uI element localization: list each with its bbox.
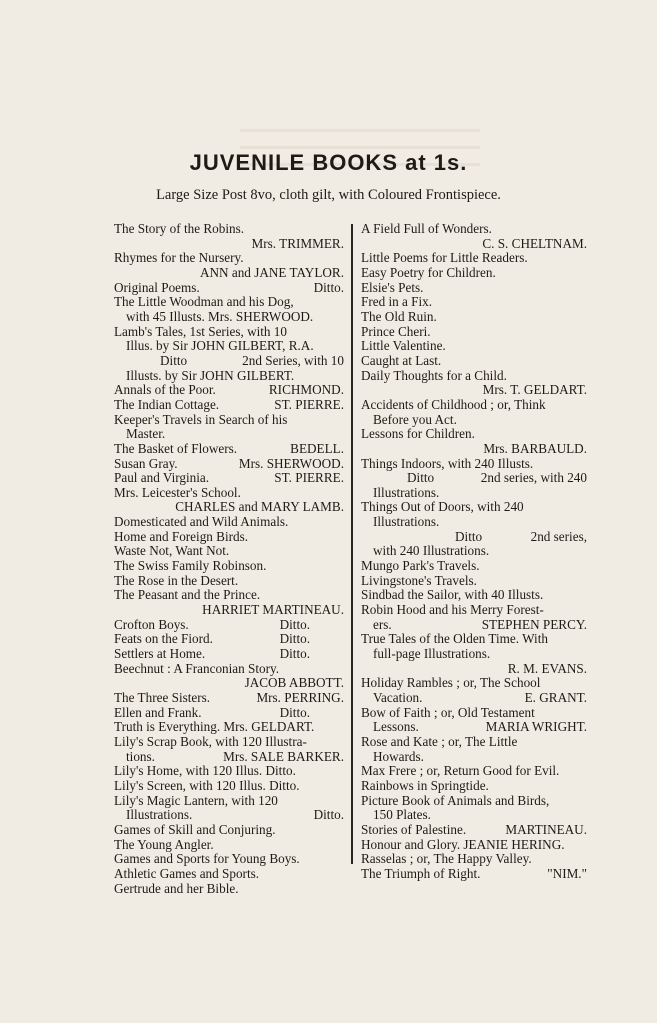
line-title: The Three Sisters.: [114, 690, 211, 705]
catalogue-line: 150 Plates.: [373, 807, 431, 823]
line-title: Ditto: [407, 470, 435, 486]
page-subtitle: Large Size Post 8vo, cloth gilt, with Coloured Frontispiece.: [156, 187, 501, 203]
catalogue-line: Rainbows in Springtide.: [361, 777, 489, 793]
catalogue-line: Before you Act.: [373, 411, 457, 427]
catalogue-line: The Swiss Family Robinson.: [114, 558, 267, 574]
catalogue-line: [114, 281, 344, 296]
right-column: [361, 222, 587, 882]
catalogue-line: The Old Ruin.: [361, 308, 437, 324]
catalogue-line: Howards.: [373, 748, 424, 764]
catalogue-line: with 45 Illusts. Mrs. SHERWOOD.: [126, 308, 314, 324]
line-author: Ditto.: [313, 807, 344, 823]
catalogue-line: Truth is Everything. Mrs. GELDART.: [114, 719, 315, 735]
catalogue-line: The Peasant and the Prince.: [114, 587, 261, 603]
line-author: "NIM.": [547, 865, 587, 881]
catalogue-line: Mrs. TRIMMER.: [251, 235, 344, 251]
line-title: Ditto: [455, 528, 483, 544]
line-title: The Basket of Flowers.: [114, 440, 238, 456]
catalogue-line: [114, 354, 344, 369]
catalogue-line: The Story of the Robins.: [114, 221, 245, 236]
line-author: 2nd series, with 240: [480, 470, 587, 486]
catalogue-line: Little Poems for Little Readers.: [361, 250, 528, 266]
catalogue-line: Illus. by Sir JOHN GILBERT, R.A.: [126, 338, 314, 354]
line-title: Crofton Boys.: [114, 616, 189, 632]
catalogue-line: [114, 471, 344, 486]
catalogue-line: Lily's Magic Lantern, with 120: [114, 792, 278, 808]
catalogue-line: [114, 706, 344, 721]
catalogue-line: Honour and Glory. JEANIE HERING.: [361, 836, 565, 852]
line-author: Mrs. SALE BARKER.: [223, 748, 344, 764]
catalogue-line: [114, 398, 344, 413]
line-author: STEPHEN PERCY.: [481, 616, 587, 632]
catalogue-line: Lessons for Children.: [361, 426, 475, 442]
line-title: Annals of the Poor.: [114, 382, 216, 398]
catalogue-line: Sindbad the Sailor, with 40 Illusts.: [361, 587, 544, 603]
line-author: BEDELL.: [290, 440, 344, 456]
catalogue-line: [361, 823, 587, 838]
catalogue-line: [361, 691, 587, 706]
catalogue-line: Lamb's Tales, 1st Series, with 10: [114, 323, 287, 339]
catalogue-line: Mrs. T. GELDART.: [482, 382, 587, 398]
line-title: The Triumph of Right.: [361, 865, 481, 881]
catalogue-line: The Rose in the Desert.: [114, 572, 239, 588]
catalogue-line: HARRIET MARTINEAU.: [202, 602, 344, 618]
catalogue-line: full-page Illustrations.: [373, 646, 491, 662]
line-title: Illustrations.: [126, 807, 193, 823]
line-title: Ellen and Frank.: [114, 704, 202, 720]
catalogue-line: [361, 867, 587, 882]
catalogue-line: Elsie's Pets.: [361, 279, 424, 295]
catalogue-line: Lily's Scrap Book, with 120 Illustra-: [114, 733, 307, 749]
catalogue-line: Things Indoors, with 240 Illusts.: [361, 455, 534, 471]
catalogue-line: Robin Hood and his Merry Forest-: [361, 602, 544, 618]
catalogue-line: Mungo Park's Travels.: [361, 558, 480, 574]
line-title: The Indian Cottage.: [114, 396, 220, 412]
catalogue-line: Little Valentine.: [361, 338, 446, 354]
line-author: ST. PIERRE.: [274, 396, 344, 412]
line-title: Lessons.: [373, 719, 419, 735]
line-author: E. GRANT.: [524, 690, 587, 705]
catalogue-line: Games of Skill and Conjuring.: [114, 821, 276, 837]
catalogue-line: Prince Cheri.: [361, 323, 431, 339]
line-title: Original Poems.: [114, 279, 200, 295]
line-author: Mrs. PERRING.: [256, 690, 344, 705]
catalogue-line: The Young Angler.: [114, 836, 214, 852]
catalogue-line: Fred in a Fix.: [361, 294, 433, 310]
catalogue-line: Picture Book of Animals and Birds,: [361, 792, 550, 808]
catalogue-line: ANN and JANE TAYLOR.: [199, 264, 344, 280]
catalogue-line: [361, 530, 587, 545]
catalogue-line: Caught at Last.: [361, 352, 442, 368]
catalogue-line: Max Frere ; or, Return Good for Evil.: [361, 763, 560, 779]
catalogue-line: [114, 647, 344, 662]
line-title: Paul and Virginia.: [114, 470, 210, 486]
catalogue-line: Gertrude and her Bible.: [114, 880, 239, 896]
catalogue-line: Mrs. Leicester's School.: [114, 484, 241, 500]
catalogue-line: [114, 632, 344, 647]
catalogue-line: Illusts. by Sir JOHN GILBERT.: [126, 367, 295, 383]
catalogue-line: Domesticated and Wild Animals.: [114, 514, 289, 530]
catalogue-line: Illustrations.: [373, 514, 440, 530]
catalogue-line: Illustrations.: [373, 484, 440, 500]
catalogue-line: Home and Foreign Birds.: [114, 528, 249, 544]
column-divider: [351, 224, 353, 864]
catalogue-line: Waste Not, Want Not.: [114, 543, 230, 559]
catalogue-line: The Little Woodman and his Dog,: [114, 294, 294, 310]
catalogue-line: [114, 442, 344, 457]
catalogue-line: [361, 618, 587, 633]
catalogue-line: with 240 Illustrations.: [373, 543, 490, 559]
catalogue-line: Lily's Screen, with 120 Illus. Ditto.: [114, 777, 300, 793]
catalogue-line: JACOB ABBOTT.: [244, 675, 344, 691]
catalogue-line: Games and Sports for Young Boys.: [114, 851, 300, 867]
catalogue-line: Rhymes for the Nursery.: [114, 250, 244, 266]
line-author: MARIA WRIGHT.: [485, 719, 587, 735]
line-title: tions.: [126, 748, 155, 764]
catalogue-line: Mrs. BARBAULD.: [483, 440, 587, 456]
catalogue-line: Accidents of Childhood ; or, Think: [361, 396, 546, 412]
catalogue-line: [114, 691, 344, 706]
catalogue-line: Bow of Faith ; or, Old Testament: [361, 704, 535, 720]
catalogue-line: [114, 457, 344, 472]
catalogue-line: Holiday Rambles ; or, The School: [361, 675, 541, 691]
line-title: Ditto: [160, 352, 188, 368]
line-title: Feats on the Fiord.: [114, 631, 213, 647]
catalogue-line: [114, 618, 344, 633]
line-title: Settlers at Home.: [114, 646, 206, 662]
line-title: Stories of Palestine.: [361, 821, 467, 837]
catalogue-line: Keeper's Travels in Search of his: [114, 411, 288, 427]
line-title: Susan Gray.: [114, 455, 178, 471]
catalogue-line: Things Out of Doors, with 240: [361, 499, 524, 515]
line-title: ers.: [373, 616, 392, 632]
line-author: Ditto.: [313, 279, 344, 295]
left-column: [114, 222, 344, 896]
catalogue-line: [114, 750, 344, 765]
catalogue-line: Rasselas ; or, The Happy Valley.: [361, 851, 532, 867]
line-title: Vacation.: [373, 690, 423, 705]
line-author: 2nd Series, with 10: [242, 352, 344, 368]
catalogue-line: CHARLES and MARY LAMB.: [175, 499, 344, 515]
line-author: Ditto.: [279, 631, 310, 647]
catalogue-line: [114, 383, 344, 398]
line-author: Ditto.: [279, 704, 310, 720]
catalogue-line: Beechnut : A Franconian Story.: [114, 660, 280, 676]
catalogue-line: Master.: [126, 426, 166, 442]
line-author: Ditto.: [279, 646, 310, 662]
line-author: Ditto.: [279, 616, 310, 632]
catalogue-line: [361, 720, 587, 735]
page-title: JUVENILE BOOKS at 1s.: [189, 150, 468, 175]
line-author: RICHMOND.: [268, 382, 344, 398]
line-author: 2nd series,: [530, 528, 587, 544]
catalogue-line: [361, 471, 587, 486]
catalogue-line: Athletic Games and Sports.: [114, 865, 260, 881]
catalogue-line: Rose and Kate ; or, The Little: [361, 733, 518, 749]
catalogue-line: Livingstone's Travels.: [361, 572, 477, 588]
catalogue-line: Daily Thoughts for a Child.: [361, 367, 507, 383]
catalogue-line: Lily's Home, with 120 Illus. Ditto.: [114, 763, 296, 779]
catalogue-line: [114, 808, 344, 823]
catalogue-line: True Tales of the Olden Time. With: [361, 631, 548, 647]
catalogue-line: A Field Full of Wonders.: [361, 221, 492, 236]
catalogue-line: Easy Poetry for Children.: [361, 264, 496, 280]
line-author: Mrs. SHERWOOD.: [238, 455, 344, 471]
line-author: ST. PIERRE.: [274, 470, 344, 486]
line-author: MARTINEAU.: [505, 821, 587, 837]
catalogue-line: R. M. EVANS.: [507, 660, 587, 676]
catalogue-line: C. S. CHELTNAM.: [482, 235, 587, 251]
